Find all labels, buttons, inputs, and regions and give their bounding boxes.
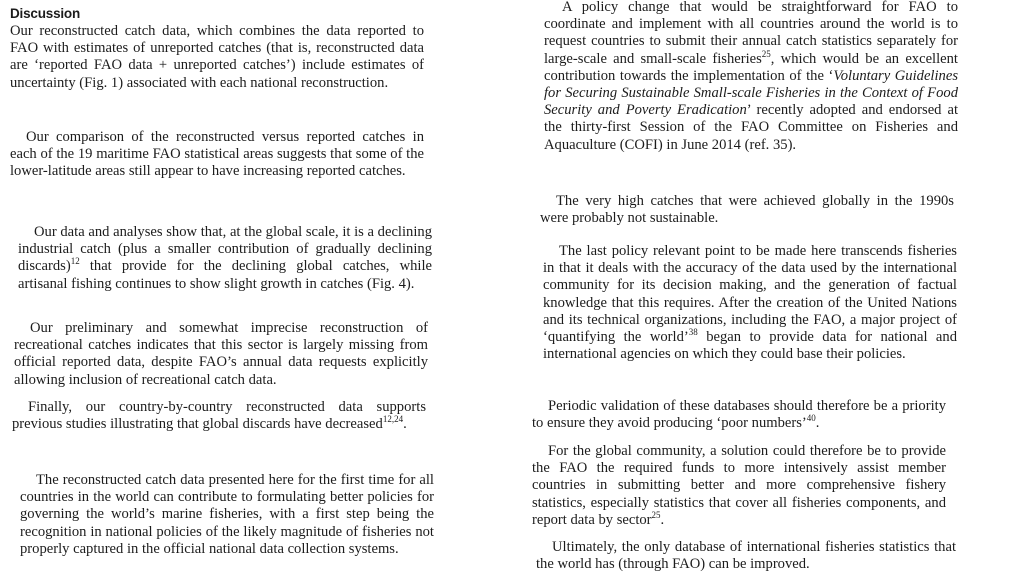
paragraph-sustainability: The very high catches that were achieved globally in the 1990s were probably not sustainable.	[540, 193, 954, 227]
section-heading: Discussion	[10, 6, 81, 21]
paragraph-policy-change: A policy change that would be straightforward for FAO to coordinate and implement with all countries around the world is to request countries to submit their annual catch statistics separately for large-scale and small-scale fisheries$^{25}$, which would be an excellent contribution towards the implementation of the ‘Voluntary Guidelines for Securing Sustainable Small-scale Fisheries in the Context of Food Security and Poverty Eradication’ recently adopted and endorsed at the thirty-first Session of the FAO Committee on Fisheries and Aquaculture (COFI) in June 2014 (ref. 35).	[544, 0, 958, 153]
paragraph-ultimately: Ultimately, the only database of international fisheries statistics that the world has (through FAO) can be improved.	[536, 539, 956, 573]
citation-ref: 25	[651, 509, 661, 520]
paragraph-recreational: Our preliminary and somewhat imprecise reconstruction of recreational catches indicates that this sector is largely missing from official reported data, despite FAO’s annual data requests explicitly allowing inclusion of recreational catch data.	[14, 320, 428, 388]
paragraph-global-community: For the global community, a solution could therefore be to provide the FAO the required funds to more intensively assist member countries in submitting better and more comprehensive fishery statistics, especially statistics that cover all fisheries components, and report data by sector$^{25}$.	[532, 443, 946, 528]
paragraph-policy-relevant: The last policy relevant point to be made here transcends fisheries in that it deals with the accuracy of the data used by the international community for its decision making, and the generation of factual knowledge that this requires. After the creation of the United Nations and its technical organizations, including the FAO, a major project of ‘quantifying the world’$^{38}$ began to provide data for national and international agencies on which they could base their policies.	[543, 243, 958, 363]
citation-ref: 40	[806, 413, 816, 424]
citation-ref: 12	[70, 256, 80, 267]
paragraph-comparison: Our comparison of the reconstructed versus reported catches in each of the 19 maritime FAO statistical areas suggests that some of the lower-latitude areas still appear to have increasing reported catches.	[10, 129, 424, 180]
citation-ref: 12,24	[382, 414, 404, 425]
paragraph-reconstructed-catch: Our reconstructed catch data, which combines the data reported to FAO with estimates of unreported catches (that is, reconstructed data are ‘reported FAO data + unreported catches’) include estimates of uncertainty (Fig. 1) associated with each national reconstruction.	[10, 23, 424, 91]
paragraph-validation: Periodic validation of these databases should therefore be a priority to ensure they avoid producing ‘poor numbers’$^{40}$.	[532, 398, 946, 432]
paragraph-discards: Finally, our country-by-country reconstructed data supports previous studies illustrating that global discards have decreased$^{12,24}$.	[12, 399, 426, 433]
paragraph-policies: The reconstructed catch data presented here for the first time for all countries in the world can contribute to formulating better policies for governing the world’s marine fisheries, with a first step being the recognition in national policies of the likely magnitude of fisheries not properly captured in the official national data collection systems.	[20, 472, 434, 557]
citation-ref: 38	[688, 327, 698, 338]
guidelines-title: Voluntary Guidelines for Securing Sustainable Small-scale Fisheries in the Context of Food Security and Poverty Eradication	[544, 67, 958, 119]
citation-ref: 25	[761, 48, 771, 59]
paragraph-global-scale: Our data and analyses show that, at the global scale, it is a declining industrial catch (plus a smaller contribution of gradually declining discards)$^{12}$ that provide for the declining global catches, while artisanal fishing continues to show slight growth in catches (Fig. 4).	[18, 224, 432, 292]
